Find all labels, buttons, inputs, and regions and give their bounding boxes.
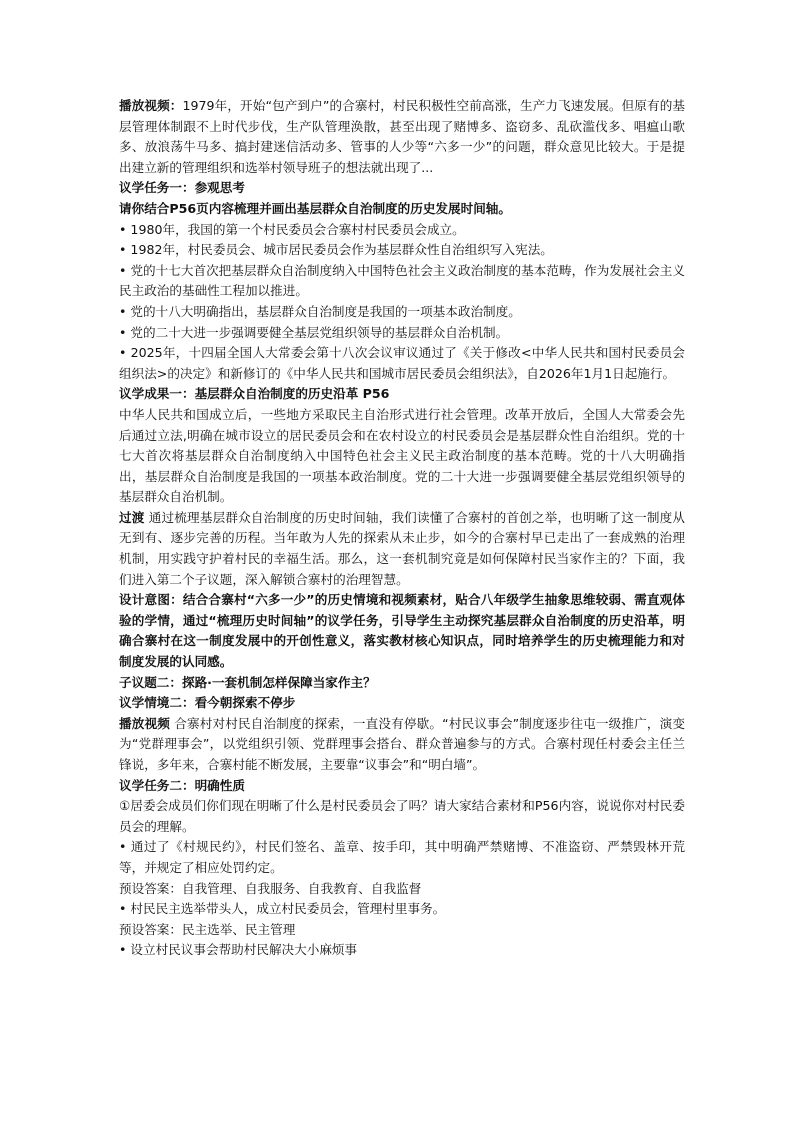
question-1: ①居委会成员们你们现在明晰了什么是村民委员会了吗？请大家结合素材和P56内容，说说你对村民委员会的理解。 bbox=[119, 798, 685, 834]
video2-label: 播放视频 bbox=[119, 715, 171, 731]
task1-title: 议学任务一：参观思考 bbox=[119, 180, 245, 196]
design-intent: 设计意图：结合合寨村“六多一少”的历史情境和视频素材，贴合八年级学生抽象思维较弱、需直观体验的学情，通过“梳理历史时间轴”的议学任务，引导学生主动探究基层群众自治制度的历史沿革，明确合寨村在这一制度发展中的开创性意义，落实教材核心知识点，同时培养学生的历史梳理能力和对制度发展的认同感。 bbox=[119, 592, 685, 670]
preset-answer: 预设答案：自我管理、自我服务、自我教育、自我监督 bbox=[119, 880, 422, 896]
video-paragraph-1 bbox=[119, 96, 685, 178]
video-label: 播放视频： bbox=[119, 98, 183, 113]
timeline-item: • 1982年，村民委员会、城市居民委员会作为基层群众性自治组织写入宪法。 bbox=[119, 242, 553, 258]
list-item: • 村民民主选举带头人，成立村民委员会，管理村里事务。 bbox=[119, 901, 446, 917]
list-item: • 设立村民议事会帮助村民解决大小麻烦事 bbox=[119, 942, 358, 958]
list-item: • 通过了《村规民约》，村民们签名、盖章、按手印，其中明确严禁赌博、不准盗窃、严禁毁林开荒等，并规定了相应处罚约定。 bbox=[119, 839, 685, 875]
task1-prompt: 请你结合P56页内容梳理并画出基层群众自治制度的历史发展时间轴。 bbox=[119, 200, 511, 216]
video2-text: 合寨村对村民自治制度的探索，一直没有停歇。“村民议事会”制度逐步往屯一级推广，演变为“党群理事会”，以党组织引领、党群理事会搭台、群众普遍参与的方式。合寨村现任村委会主任兰锋说，多年来，合寨村能不断发展，主要靠“议事会”和“明白墙”。 bbox=[119, 715, 686, 772]
preset-answer: 预设答案：民主选举、民主管理 bbox=[119, 921, 296, 937]
transition-text: 通过梳理基层群众自治制度的历史时间轴，我们读懂了合寨村的首创之举，也明晰了这一制度从无到有、逐步完善的历程。当年敢为人先的探索从未止步，如今的合寨村早已走出了一套成熟的治理机制，用实践守护着村民的幸福生活。那么，这一套机制究竟是如何保障村民当家作主的？下面，我们进入第二个子议题，深入解锁合寨村的治理智慧。 bbox=[119, 509, 685, 587]
video-text: 1979年，开始“包产到户”的合寨村，村民积极性空前高涨，生产力飞速发展。但原有的基层管理体制跟不上时代步伐，生产队管理涣散，甚至出现了赌博多、盗窃多、乱砍滥伐多、唱瘟山歌多、放浪荡牛马多、搞封建迷信活动多、管事的人少等“六多一少”的问题，群众意见比较大。于是提出建立新的管理组织和选举村领导班子的想法就出现了... bbox=[119, 98, 685, 175]
timeline-item: • 党的二十大进一步强调要健全基层党组织领导的基层群众自治机制。 bbox=[119, 324, 509, 340]
scene2-title: 议学情境二：看今朝探索不停步 bbox=[119, 695, 296, 711]
transition-paragraph bbox=[119, 508, 685, 590]
timeline-item: • 2025年，十四届全国人大常委会第十八次会议审议通过了《关于修改<中华人民共和国村民委员会组织法>的决定》和新修订的《中华人民共和国城市居民委员会组织法》，自2026年1月1日起施行。 bbox=[119, 345, 685, 381]
timeline-item: • 党的十七大首次把基层群众自治制度纳入中国特色社会主义政治制度的基本范畴，作为发展社会主义民主政治的基础性工程加以推进。 bbox=[119, 262, 685, 299]
video-paragraph-2 bbox=[119, 714, 685, 776]
result1-title: 议学成果一：基层群众自治制度的历史沿革 P56 bbox=[119, 386, 390, 402]
document-page bbox=[119, 96, 685, 961]
subtopic2-title: 子议题二：探路·一套机制怎样保障当家作主？ bbox=[119, 674, 376, 690]
transition-label: 过渡 bbox=[119, 509, 145, 525]
timeline-item: • 1980年，我国的第一个村民委员会合寨村村民委员会成立。 bbox=[119, 221, 465, 237]
timeline-item: • 党的十八大明确指出，基层群众自治制度是我国的一项基本政治制度。 bbox=[119, 303, 521, 319]
task2-title: 议学任务二：明确性质 bbox=[119, 777, 245, 793]
result1-text: 中华人民共和国成立后，一些地方采取民主自治形式进行社会管理。改革开放后，全国人大常委会先后通过立法,明确在城市设立的居民委员会和在农村设立的村民委员会是基层群众性自治组织。党的十七大首次将基层群众自治制度纳入中国特色社会主义民主政治制度的基本范畴。党的十八大明确指出，基层群众自治制度是我国的一项基本政治制度。党的二十大进一步强调要健全基层党组织领导的基层群众自治机制。 bbox=[119, 406, 685, 505]
